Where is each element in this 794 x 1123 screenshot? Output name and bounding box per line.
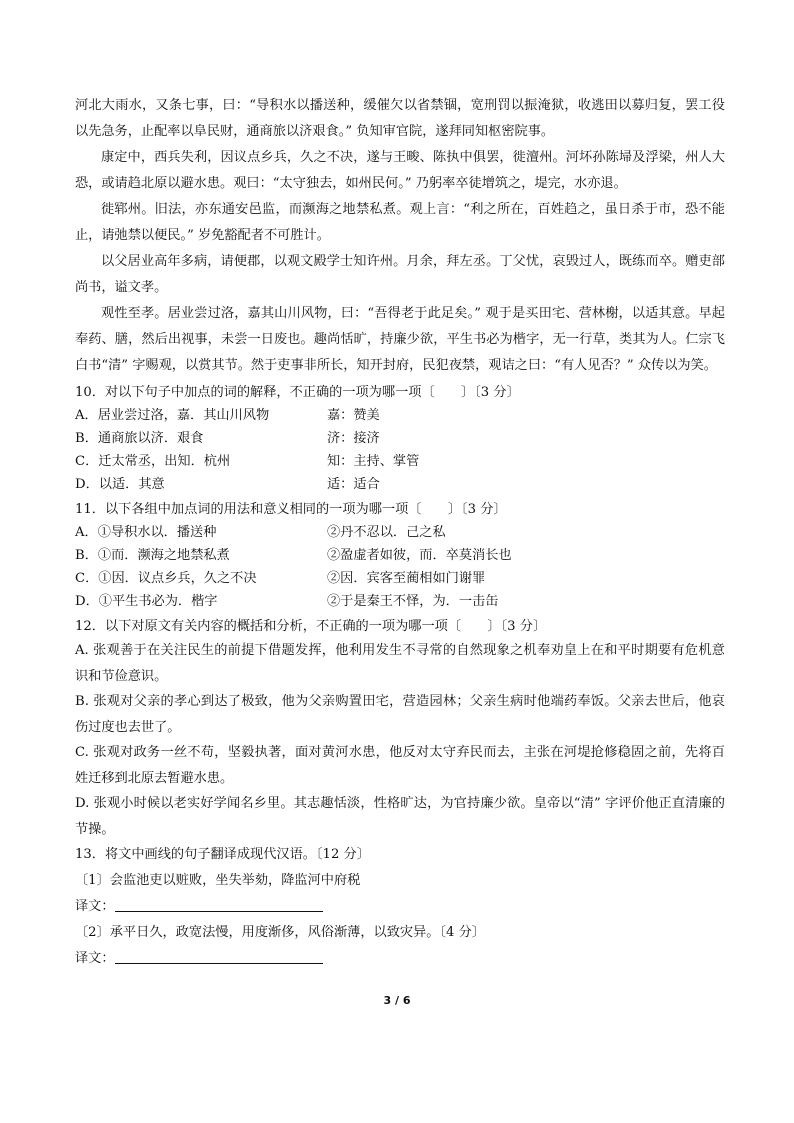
option-explanation: 嘉：赞美 — [327, 408, 380, 423]
question-11-title: 11．以下各组中加点词的用法和意义相同的一项为哪一项〔 〕〔3 分〕 — [75, 502, 507, 517]
passage-paragraph-1: 河北大雨水，又条七事，曰：“导积水以播送种，缓催欠以省禁锢，宽刑罚以振淹狱，收逃田以募归复，罢工役以先急务，止配率以阜民财，通商旅以济艰食。” 负知审官院，遂拜同知枢密院事。 — [75, 98, 725, 139]
option-compare: ②丹不忍以．己之私 — [327, 525, 446, 540]
question-13-title: 13．将文中画线的句子翻译成现代汉语。〔12 分〕 — [75, 847, 370, 862]
question-13 — [75, 842, 725, 972]
translation-line-2 — [75, 946, 725, 972]
question-10 — [75, 381, 725, 496]
option-text: D．以适．其意 — [75, 477, 165, 492]
passage-paragraph-2: 康定中，西兵失利，因议点乡兵，久之不决，遂与王畯、陈执中俱罢，徙澶州。河坏孙陈埽及浮梁，州人大恐，或请趋北原以避水患。观曰：“太守独去，如州民何。” 乃躬率卒徒增筑之，堤完，水亦退。 — [75, 150, 725, 191]
question-11-option-b[interactable] — [75, 544, 725, 567]
question-12-option-d[interactable]: D. 张观小时候以老实好学闻名乡里。其志趣恬淡，性格旷达，为官持廉少欲。皇帝以“清” 字评价他正直清廉的节操。 — [75, 796, 725, 837]
question-13-sentence-2: 〔2〕承平日久，政宽法慢，用度渐侈，风俗渐薄，以致灾异。〔4 分〕 — [75, 925, 485, 940]
option-compare: ②因．宾客至蔺相如门谢罪 — [327, 571, 486, 586]
option-text: A．①导积水以．播送种 — [75, 525, 217, 540]
question-10-option-d[interactable] — [75, 473, 725, 496]
option-text: C．①因．议点乡兵，久之不决 — [75, 571, 257, 586]
question-12-option-c[interactable]: C. 张观对政务一丝不苟，坚毅执著，面对黄河水患，他反对太守弃民而去，主张在河堤抢修稳固之前，先将百姓迁移到北原去暂避水患。 — [75, 745, 725, 786]
option-explanation: 知：主持、掌管 — [327, 454, 420, 469]
passage-paragraph-4: 以父居业高年多病，请便郡，以观文殿学士知许州。月余，拜左丞。丁父忧，哀毁过人，既练而卒。赠吏部尚书，谥文孝。 — [75, 254, 725, 295]
passage-paragraph-5: 观性至孝。居业尝过洛，嘉其山川风物，曰：“吾得老于此足矣。” 观于是买田宅、营林榭，以适其意。早起奉药、膳，然后出视事，未尝一日废也。趣尚恬旷，持廉少欲，平生书必为楷字，无一行草，类其为人。仁宗飞白书“清” 字赐观，以赏其节。然于吏事非所长，知开封府，民犯夜禁，观诘之曰：“有人见否？” 众传以为笑。 — [75, 306, 725, 373]
translation-label: 译文： — [75, 951, 115, 966]
question-12-option-b[interactable]: B. 张观对父亲的孝心到达了极致，他为父亲购置田宅，营造园林；父亲生病时他端药奉饭。父亲去世后，他哀伤过度也去世了。 — [75, 694, 725, 735]
question-10-option-a[interactable] — [75, 404, 725, 427]
option-text: D．①平生书必为．楷字 — [75, 594, 218, 609]
option-compare: ②盈虚者如彼，而．卒莫消长也 — [327, 548, 512, 563]
translation-blank-2[interactable] — [115, 949, 323, 964]
option-text: B．①而．濒海之地禁私煮 — [75, 548, 230, 563]
translation-blank-1[interactable] — [115, 897, 323, 912]
question-10-option-b[interactable] — [75, 427, 725, 450]
document-body — [75, 93, 725, 972]
option-explanation: 济：接济 — [327, 431, 380, 446]
option-compare: ②于是秦王不怿，为．一击缶 — [327, 594, 499, 609]
option-explanation: 适：适合 — [327, 477, 380, 492]
question-11-option-d[interactable] — [75, 590, 725, 613]
question-11-option-a[interactable] — [75, 521, 725, 544]
question-13-sentence-1: 〔1〕会监池吏以赃败，坐失举劾，降监河中府税 — [75, 873, 361, 888]
translation-label: 译文： — [75, 899, 115, 914]
question-12-option-a[interactable]: A. 张观善于在关注民生的前提下借题发挥，他利用发生不寻常的自然现象之机奉劝皇上在和平时期要有危机意识和节俭意识。 — [75, 643, 725, 684]
question-10-option-c[interactable] — [75, 450, 725, 473]
option-text: B．通商旅以济．艰食 — [75, 431, 204, 446]
question-11 — [75, 498, 725, 613]
question-11-option-c[interactable] — [75, 567, 725, 590]
option-text: C．迁太常丞，出知．杭州 — [75, 454, 231, 469]
page-number: 3 / 6 — [383, 994, 411, 1007]
question-12-title: 12．以下对原文有关内容的概括和分析，不正确的一项为哪一项〔 〕〔3 分〕 — [75, 619, 547, 634]
option-text: A．居业尝过洛，嘉．其山川风物 — [75, 408, 270, 423]
question-12 — [75, 615, 725, 842]
question-10-title: 10．对以下句子中加点的词的解释，不正确的一项为哪一项〔 〕〔3 分〕 — [75, 385, 520, 400]
translation-line-1 — [75, 894, 725, 920]
passage-paragraph-3: 徙郓州。旧法，亦东通安邑监，而濒海之地禁私煮。观上言：“利之所在，百姓趋之，虽日杀于市，恐不能止，请弛禁以便民。” 岁免豁配者不可胜计。 — [75, 202, 725, 243]
